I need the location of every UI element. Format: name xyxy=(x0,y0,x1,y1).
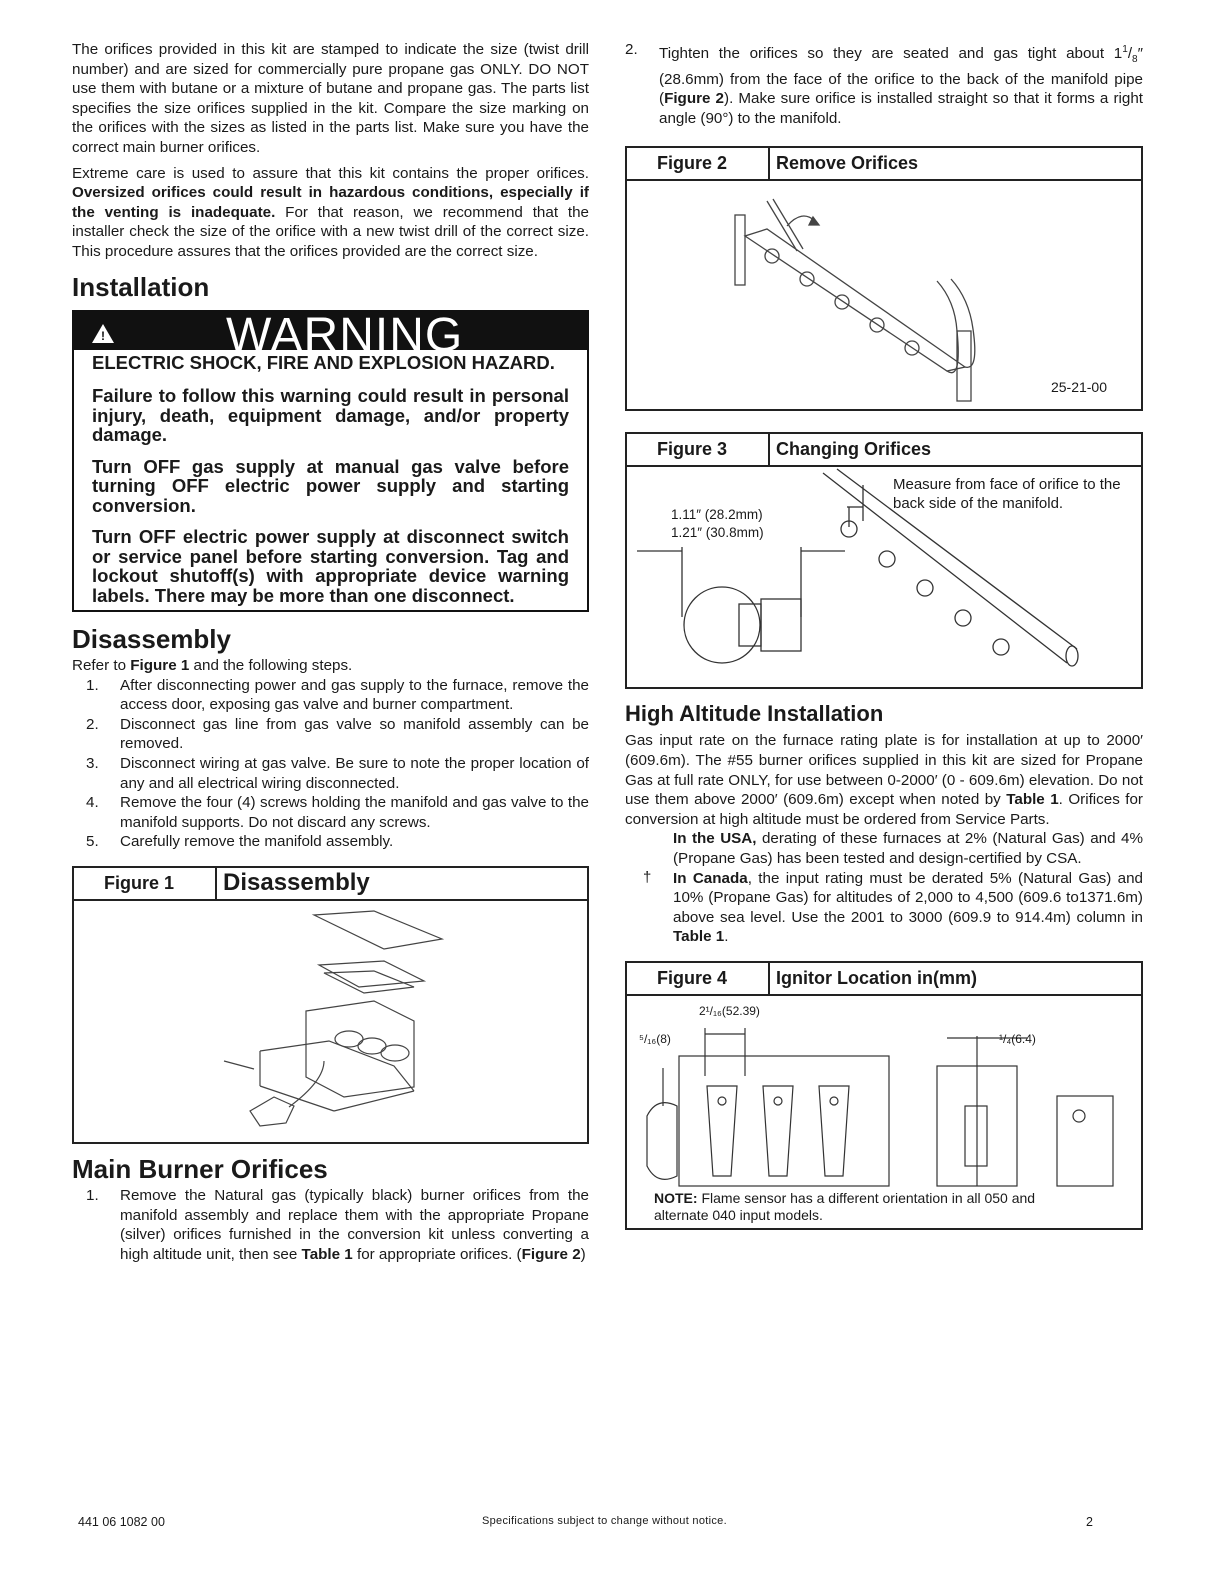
figure-2-label: Figure 2 xyxy=(627,148,770,179)
high-alt-b: . Orifices for conversion at high altitude must be ordered from Service Parts. xyxy=(625,791,1143,828)
high-altitude-heading: High Altitude Installation xyxy=(625,701,884,727)
list-item xyxy=(72,754,589,793)
disassembly-steps xyxy=(72,676,589,852)
warning-exclamation: ! xyxy=(101,328,105,343)
figure-4-title: Ignitor Location in(mm) xyxy=(776,968,977,988)
figure-1 xyxy=(72,866,589,1144)
step-text: After disconnecting power and gas supply to the furnace, remove the access door, exposing gas valve and burner compartment. xyxy=(120,676,589,714)
step-number: 2. xyxy=(86,715,99,733)
figure-2-code: 25-21-00 xyxy=(1050,379,1107,396)
list-item xyxy=(72,832,589,852)
warning-box xyxy=(72,310,589,613)
canada-text-b: . xyxy=(724,928,729,946)
intro-p2-text-b: For that reason, we recommend that the installer check the size of the orifice with a new twist drill of the correct size. This procedure assures that the orifices provided are the correct size. xyxy=(72,203,589,260)
high-alt-a: Gas input rate on the furnace rating plate is for installation at up to 2000′ (609.6m). The #55 burner orifices supplied in this kit are sized for Propane Gas at full rate ONLY, for use between 0-2000′ (0 - 609.6m) elevation. Do not use them above 2000′ (609.6m) except when noted by xyxy=(625,732,1143,809)
orifice-steps-cont xyxy=(625,40,1143,128)
step-number: 5. xyxy=(86,833,99,851)
figure-1-label: Figure 1 xyxy=(74,868,217,899)
figure-4-note-bold: NOTE: xyxy=(654,1190,698,1206)
figure-4-label: Figure 4 xyxy=(627,963,770,994)
installation-heading: Installation xyxy=(72,271,210,302)
figure-1-header xyxy=(74,868,587,901)
figure-2-title: Remove Orifices xyxy=(776,153,919,174)
list-item xyxy=(625,40,1143,128)
step-text xyxy=(659,40,1143,128)
figure-3-label: Figure 3 xyxy=(627,434,770,465)
disassembly-intro xyxy=(72,656,589,676)
canada-paragraph xyxy=(625,869,1143,947)
disassembly-intro-a: Refer to xyxy=(72,657,131,675)
high-altitude-paragraph xyxy=(625,731,1143,829)
step-text xyxy=(120,1186,589,1264)
figure-3-header xyxy=(627,434,1141,467)
figure-4-dim-left: ⁵/₁₆(8) xyxy=(639,1032,671,1046)
right-column xyxy=(625,40,1143,1230)
disassembly-intro-ref: Figure 1 xyxy=(130,657,190,675)
list-item xyxy=(72,793,589,832)
figure-4-note xyxy=(654,1190,1074,1224)
warning-p3: Turn OFF electric power supply at disconnect switch or service panel before starting conversion. Tag and lockout shutoff(s) with appropriate device warning labels. There may be more than one disconnect. xyxy=(92,526,569,606)
figure-3 xyxy=(625,432,1143,689)
step2-slash: / xyxy=(1127,45,1133,63)
ignitor-illustration xyxy=(627,996,1141,1196)
canada-text xyxy=(673,869,1143,947)
step-text: Carefully remove the manifold assembly. xyxy=(120,833,394,851)
usa-bold: In the USA, xyxy=(673,830,757,848)
warning-body xyxy=(74,350,587,611)
step-number: 2. xyxy=(625,41,638,58)
figure-4 xyxy=(625,961,1143,1230)
disassembly-heading: Disassembly xyxy=(72,624,231,655)
usa-text: derating of these furnaces at 2% (Natural Gas) and 4% (Propane Gas) has been tested and design-certified by CSA. xyxy=(673,830,1143,868)
step-number: 3. xyxy=(86,755,99,772)
intro-paragraph-2 xyxy=(72,164,589,262)
mb-step-b: for appropriate orifices. ( xyxy=(352,1245,522,1263)
figure-4-body xyxy=(627,996,1141,1228)
left-column xyxy=(72,40,589,1264)
warning-p1: Failure to follow this warning could result in personal injury, death, equipment damage, and/or property damage. xyxy=(92,385,569,446)
main-burner-steps xyxy=(72,1186,589,1264)
canada-table-ref: Table 1 xyxy=(673,928,725,946)
manifold-illustration xyxy=(627,181,1141,409)
step2-figure-ref: Figure 2 xyxy=(664,90,725,108)
step-number: 1. xyxy=(86,1186,99,1204)
step2-sup: 1 xyxy=(1122,44,1128,55)
disassembly-illustration xyxy=(74,901,587,1137)
high-alt-table-ref: Table 1 xyxy=(1006,791,1059,809)
canada-bold: In Canada xyxy=(673,869,748,887)
figure-3-title: Changing Orifices xyxy=(776,439,932,460)
step-text: Disconnect wiring at gas valve. Be sure to note the proper location of any and all electrical wiring disconnected. xyxy=(120,755,589,792)
list-item xyxy=(72,676,589,715)
canada-dagger: † xyxy=(643,868,652,886)
figure-3-body xyxy=(627,467,1141,687)
step-text: Remove the four (4) screws holding the manifold and gas valve to the manifold supports. Do not discard any screws. xyxy=(120,794,589,831)
disassembly-intro-b: and the following steps. xyxy=(189,657,353,675)
mb-step-c: ) xyxy=(580,1245,586,1263)
list-item xyxy=(72,1186,589,1264)
step-text: Disconnect gas line from gas valve so manifold assembly can be removed. xyxy=(120,715,589,753)
list-item xyxy=(72,715,589,754)
step2-sub: 8 xyxy=(1132,54,1138,66)
footer-part-number: 441 06 1082 00 xyxy=(78,1515,165,1529)
figure-3-dim1: 1.11″ (28.2mm) xyxy=(671,507,763,523)
figure-4-note-text: Flame sensor has a different orientation in all 050 and alternate 040 input models. xyxy=(654,1190,1036,1223)
warning-p2: Turn OFF gas supply at manual gas valve before turning OFF electric power supply and starting conversion. xyxy=(92,455,569,516)
figure-2-body xyxy=(627,181,1141,409)
figure-4-dim-top: 2¹/₁₆(52.39) xyxy=(699,1004,760,1018)
intro-p2-text: Extreme care is used to assure that this kit contains the proper orifices. xyxy=(72,164,589,182)
step-number: 1. xyxy=(86,676,99,694)
figure-4-dim-right: ¹/₄(6.4) xyxy=(999,1032,1036,1046)
step2-a: Tighten the orifices so they are seated and gas tight about 1 xyxy=(659,45,1123,63)
step2-b: ″ (28.6mm) from the face of the orifice to the back of the manifold pipe ( xyxy=(659,45,1143,108)
figure-1-title: Disassembly xyxy=(223,869,370,897)
footer-notice: Specifications subject to change without notice. xyxy=(482,1515,727,1527)
figure-4-header xyxy=(627,963,1141,996)
intro-paragraph-1: The orifices provided in this kit are stamped to indicate the size (twist drill number) and are sized for commercially pure propane gas ONLY. DO NOT use them with butane or a mixture of butane and propane gas. The parts list specifies the size orifices supplied in the kit. Compare the size marking on the orifices with the sizes as listed in the parts list. Make sure you have the correct main burner orifices. xyxy=(72,41,589,156)
main-burner-heading: Main Burner Orifices xyxy=(72,1153,328,1184)
figure-3-note: Measure from face of orifice to the back side of the manifold. xyxy=(893,476,1121,513)
step-number: 4. xyxy=(86,794,99,812)
figure-3-dim2: 1.21″ (30.8mm) xyxy=(671,525,764,541)
figure-2-header xyxy=(627,148,1141,181)
figure-2 xyxy=(625,146,1143,411)
mb-step-a: Remove the Natural gas (typically black) burner orifices from the manifold assembly and replace them with the appropriate Propane (silver) orifices furnished in the conversion kit unless converting a high altitude unit, then see xyxy=(120,1186,589,1263)
mb-step-table-ref: Table 1 xyxy=(301,1245,353,1263)
warning-word: WARNING xyxy=(226,308,464,362)
step2-c: ). Make sure orifice is installed straight so that it forms a right angle (90°) to the manifold. xyxy=(659,90,1143,127)
footer-page-number: 2 xyxy=(1086,1515,1093,1529)
usa-paragraph xyxy=(625,829,1143,868)
intro-p2-bold: Oversized orifices could result in hazardous conditions, especially if the venting is inadequate. xyxy=(72,184,589,221)
mb-step-figure-ref: Figure 2 xyxy=(521,1245,581,1263)
warning-label: ELECTRIC SHOCK, FIRE AND EXPLOSION HAZARD. xyxy=(92,351,555,373)
canada-text-a: , the input rating must be derated 5% (Natural Gas) and 10% (Propane Gas) for altitudes of 2,000 to 4,500 (609.6 to1371.6m) above sea level. Use the 2001 to 3000 (609.9 to 914.4m) column in xyxy=(673,869,1143,926)
